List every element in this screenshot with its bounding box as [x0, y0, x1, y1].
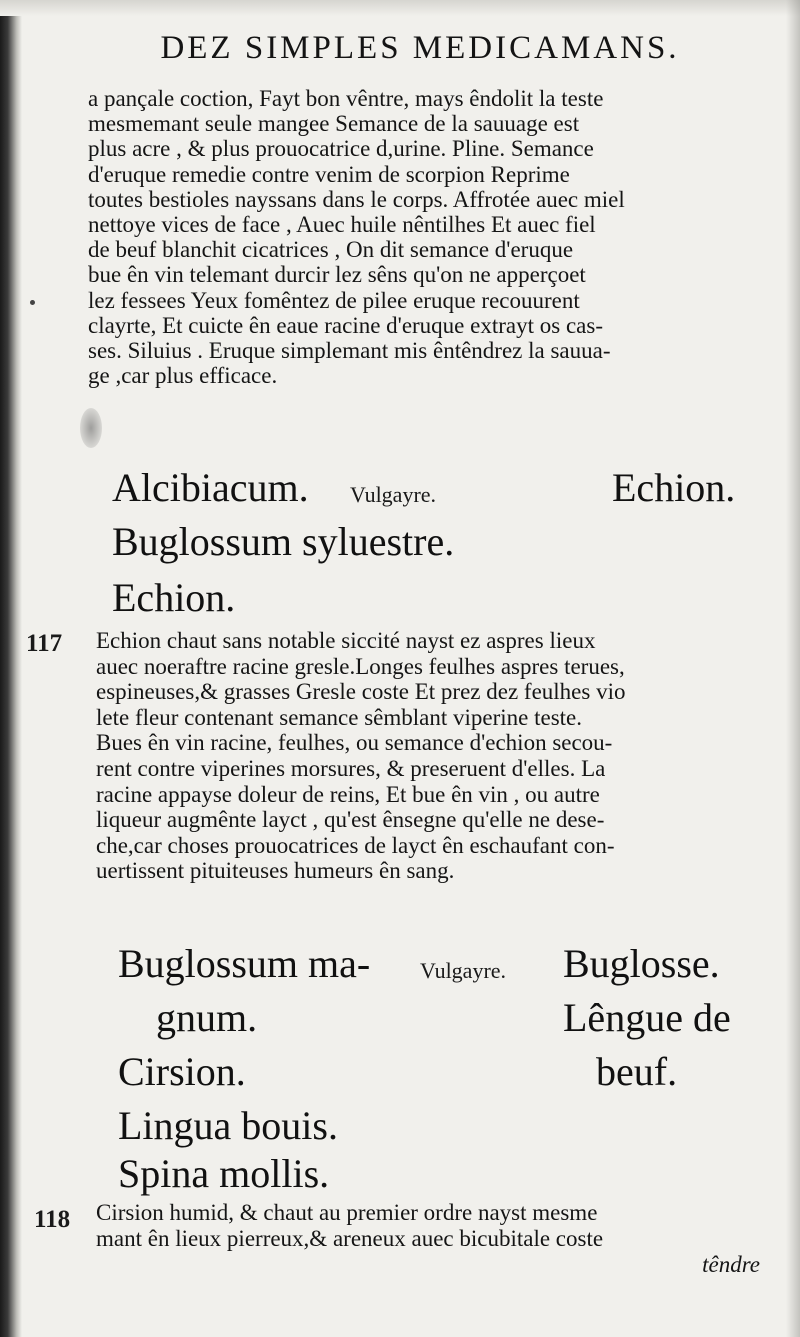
heading-cirsion: Cirsion.: [118, 1049, 246, 1094]
heading-lingua-bouis: Lingua bouis.: [118, 1103, 338, 1148]
text-line: rent contre viperines morsures, & preseruent d'elles. La: [96, 755, 606, 781]
paragraph-2: [96, 628, 760, 884]
text-line: bue ên vin telemant durcir lez sêns qu'on ne apperçoet: [88, 262, 586, 288]
heading-buglosse-vernacular: Buglosse.: [563, 941, 720, 986]
text-line: clayrte, Et cuicte ên eaue racine d'eruque extrayt os cas-: [88, 312, 603, 338]
catchword: têndre: [702, 1252, 760, 1277]
text-line: ge ,car plus efficace.: [88, 363, 278, 389]
text-line: plus acre , & plus prouocatrice d,urine. Pline. Semance: [88, 136, 594, 162]
page-outer-shadow: [786, 0, 800, 1337]
text-line: uertissent pituiteuses humeurs ên sang.: [96, 858, 455, 884]
heading-alcibiacum: Alcibiacum.: [112, 465, 309, 510]
margin-dot-mark: [30, 300, 35, 305]
heading-buglossum-magnum-2: gnum.: [156, 995, 258, 1040]
text-line: nettoye vices de face , Auec huile nêntilhes Et auec fiel: [88, 212, 596, 238]
text-line: ses. Siluius . Eruque simplemant mis êntêndrez la sauua-: [88, 338, 611, 364]
heading-buglossum-syluestre: Buglossum syluestre.: [112, 519, 455, 564]
running-head: DEZ SIMPLES MEDICAMANS.: [160, 30, 680, 66]
paragraph-3: [96, 1200, 760, 1278]
heading-beuf: beuf.: [596, 1049, 678, 1094]
text-line: mant ên lieux pierreux,& areneux auec bicubitale coste: [96, 1226, 604, 1251]
heading-lengue-de: Lêngue de: [563, 995, 731, 1040]
heading-echion-vernacular: Echion.: [612, 465, 736, 510]
text-line: racine appayse doleur de reins, Et bue ên vin , ou autre: [96, 781, 600, 807]
heading-spina-mollis: Spina mollis.: [118, 1151, 330, 1196]
text-line: espineuses,& grasses Gresle coste Et prez dez feulhes vio: [96, 679, 626, 705]
text-line: liqueur augmênte layct , qu'est ênsegne qu'elle ne dese-: [96, 807, 605, 833]
text-line: auec noeraftre racine gresle.Longes feulhes aspres terues,: [96, 653, 625, 679]
text-line: d'eruque remedie contre venim de scorpion Reprime: [88, 161, 570, 187]
text-line: a pançale coction, Fayt bon vêntre, mays êndolit la teste: [88, 86, 604, 111]
text-line: de beuf blanchit cicatrices , On dit semance d'eruque: [88, 237, 574, 263]
vulgayre-label-echion: Vulgayre.: [350, 482, 437, 507]
margin-number-118: 118: [34, 1206, 71, 1233]
text-line: Bues ên vin racine, feulhes, ou semance d'echion secou-: [96, 730, 613, 756]
ink-blot: [80, 408, 102, 448]
text-line: Echion chaut sans notable siccité nayst ez aspres lieux: [96, 628, 596, 653]
text-line: Cirsion humid, & chaut au premier ordre nayst mesme: [96, 1200, 598, 1225]
heading-echion-latin: Echion.: [112, 575, 236, 620]
margin-number-117: 117: [26, 630, 63, 657]
text-line: toutes bestioles nayssans dans le corps. Affrotée auec miel: [88, 186, 625, 212]
page-top-edge: [0, 0, 800, 16]
text-line: lete fleur contenant semance sêmblant viperine teste.: [96, 704, 582, 730]
heading-buglossum-magnum-1: Buglossum ma-: [118, 941, 371, 986]
paragraph-1: [88, 86, 760, 388]
page-binding-edge: [0, 0, 22, 1337]
vulgayre-label-buglosse: Vulgayre.: [420, 958, 507, 983]
text-line: mesmemant seule mangee Semance de la sauuage est: [88, 111, 580, 137]
text-line: lez fessees Yeux fomêntez de pilee eruque recouurent: [88, 287, 580, 313]
text-line: che,car choses prouocatrices de layct ên eschaufant con-: [96, 832, 615, 858]
